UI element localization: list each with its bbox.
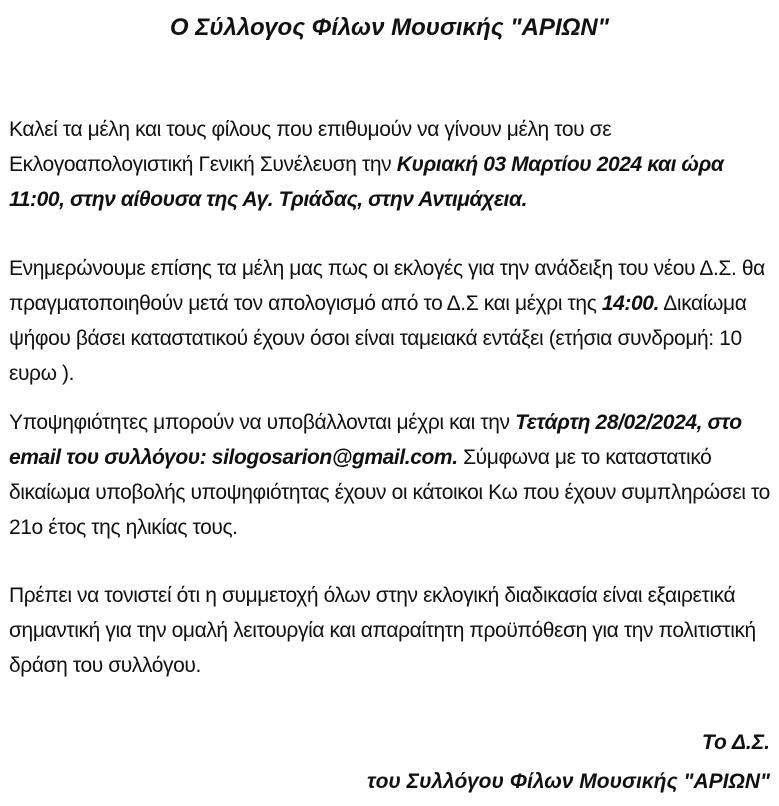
document-title: Ο Σύλλογος Φίλων Μουσικής "ΑΡΙΩΝ" <box>169 14 610 41</box>
candidacy-eligibility-text: Σύμφωνα με το καταστατικό δικαίωμα υποβολής υποψηφιότητας έχουν οι κάτοικοι Κω που έχουν συμπληρώσει το 21ο έτος της ηλικίας τους. <box>9 446 770 539</box>
meeting-date-text: Κυριακή 03 Μαρτίου 2024 και ώρα 11:00, στην αίθουσα της Αγ. Τριάδας, στην Αντιμάχεια. <box>9 153 724 211</box>
signature-board: Το Δ.Σ. <box>701 731 770 754</box>
candidacy-deadline-email: Τετάρτη 28/02/2024, στο email του συλλόγου: silogosarion@gmail.com. <box>9 411 742 469</box>
elections-end-time: 14:00. <box>601 292 660 315</box>
invitation-text: Καλεί τα μέλη και τους φίλους που επιθυμούν να γίνουν μέλη του σε Εκλογοαπολογιστική Γενική Συνέλευση την <box>9 118 612 176</box>
candidacy-text: Υποψηφιότητες μπορούν να υποβάλλονται μέχρι και την <box>9 411 516 434</box>
invitation-paragraph <box>9 112 771 217</box>
elections-text: Ενημερώνουμε επίσης τα μέλη μας πως οι εκλογές για την ανάδειξη του νέου Δ.Σ. θα πραγματοποιηθούν μετά τον απολογισμό από το Δ.Σ και μέχρι της <box>9 257 765 315</box>
voting-rights-text: Δικαίωμα ψήφου βάσει καταστατικού έχουν όσοι είναι ταμειακά εντάξει (ετήσια συνδρομή: 10 ευρω ). <box>9 292 747 385</box>
elections-paragraph <box>9 251 771 391</box>
signature-association: του Συλλόγου Φίλων Μουσικής "ΑΡΙΩΝ" <box>367 770 770 793</box>
closing-paragraph <box>9 578 771 683</box>
closing-text: Πρέπει να τονιστεί ότι η συμμετοχή όλων στην εκλογική διαδικασία είναι εξαιρετικά σημαντική για την ομαλή λειτουργία και απαραίτητη προϋπόθεση για την πολιτιστική δράση του συλλόγου. <box>9 584 756 677</box>
candidacy-paragraph <box>9 405 771 545</box>
